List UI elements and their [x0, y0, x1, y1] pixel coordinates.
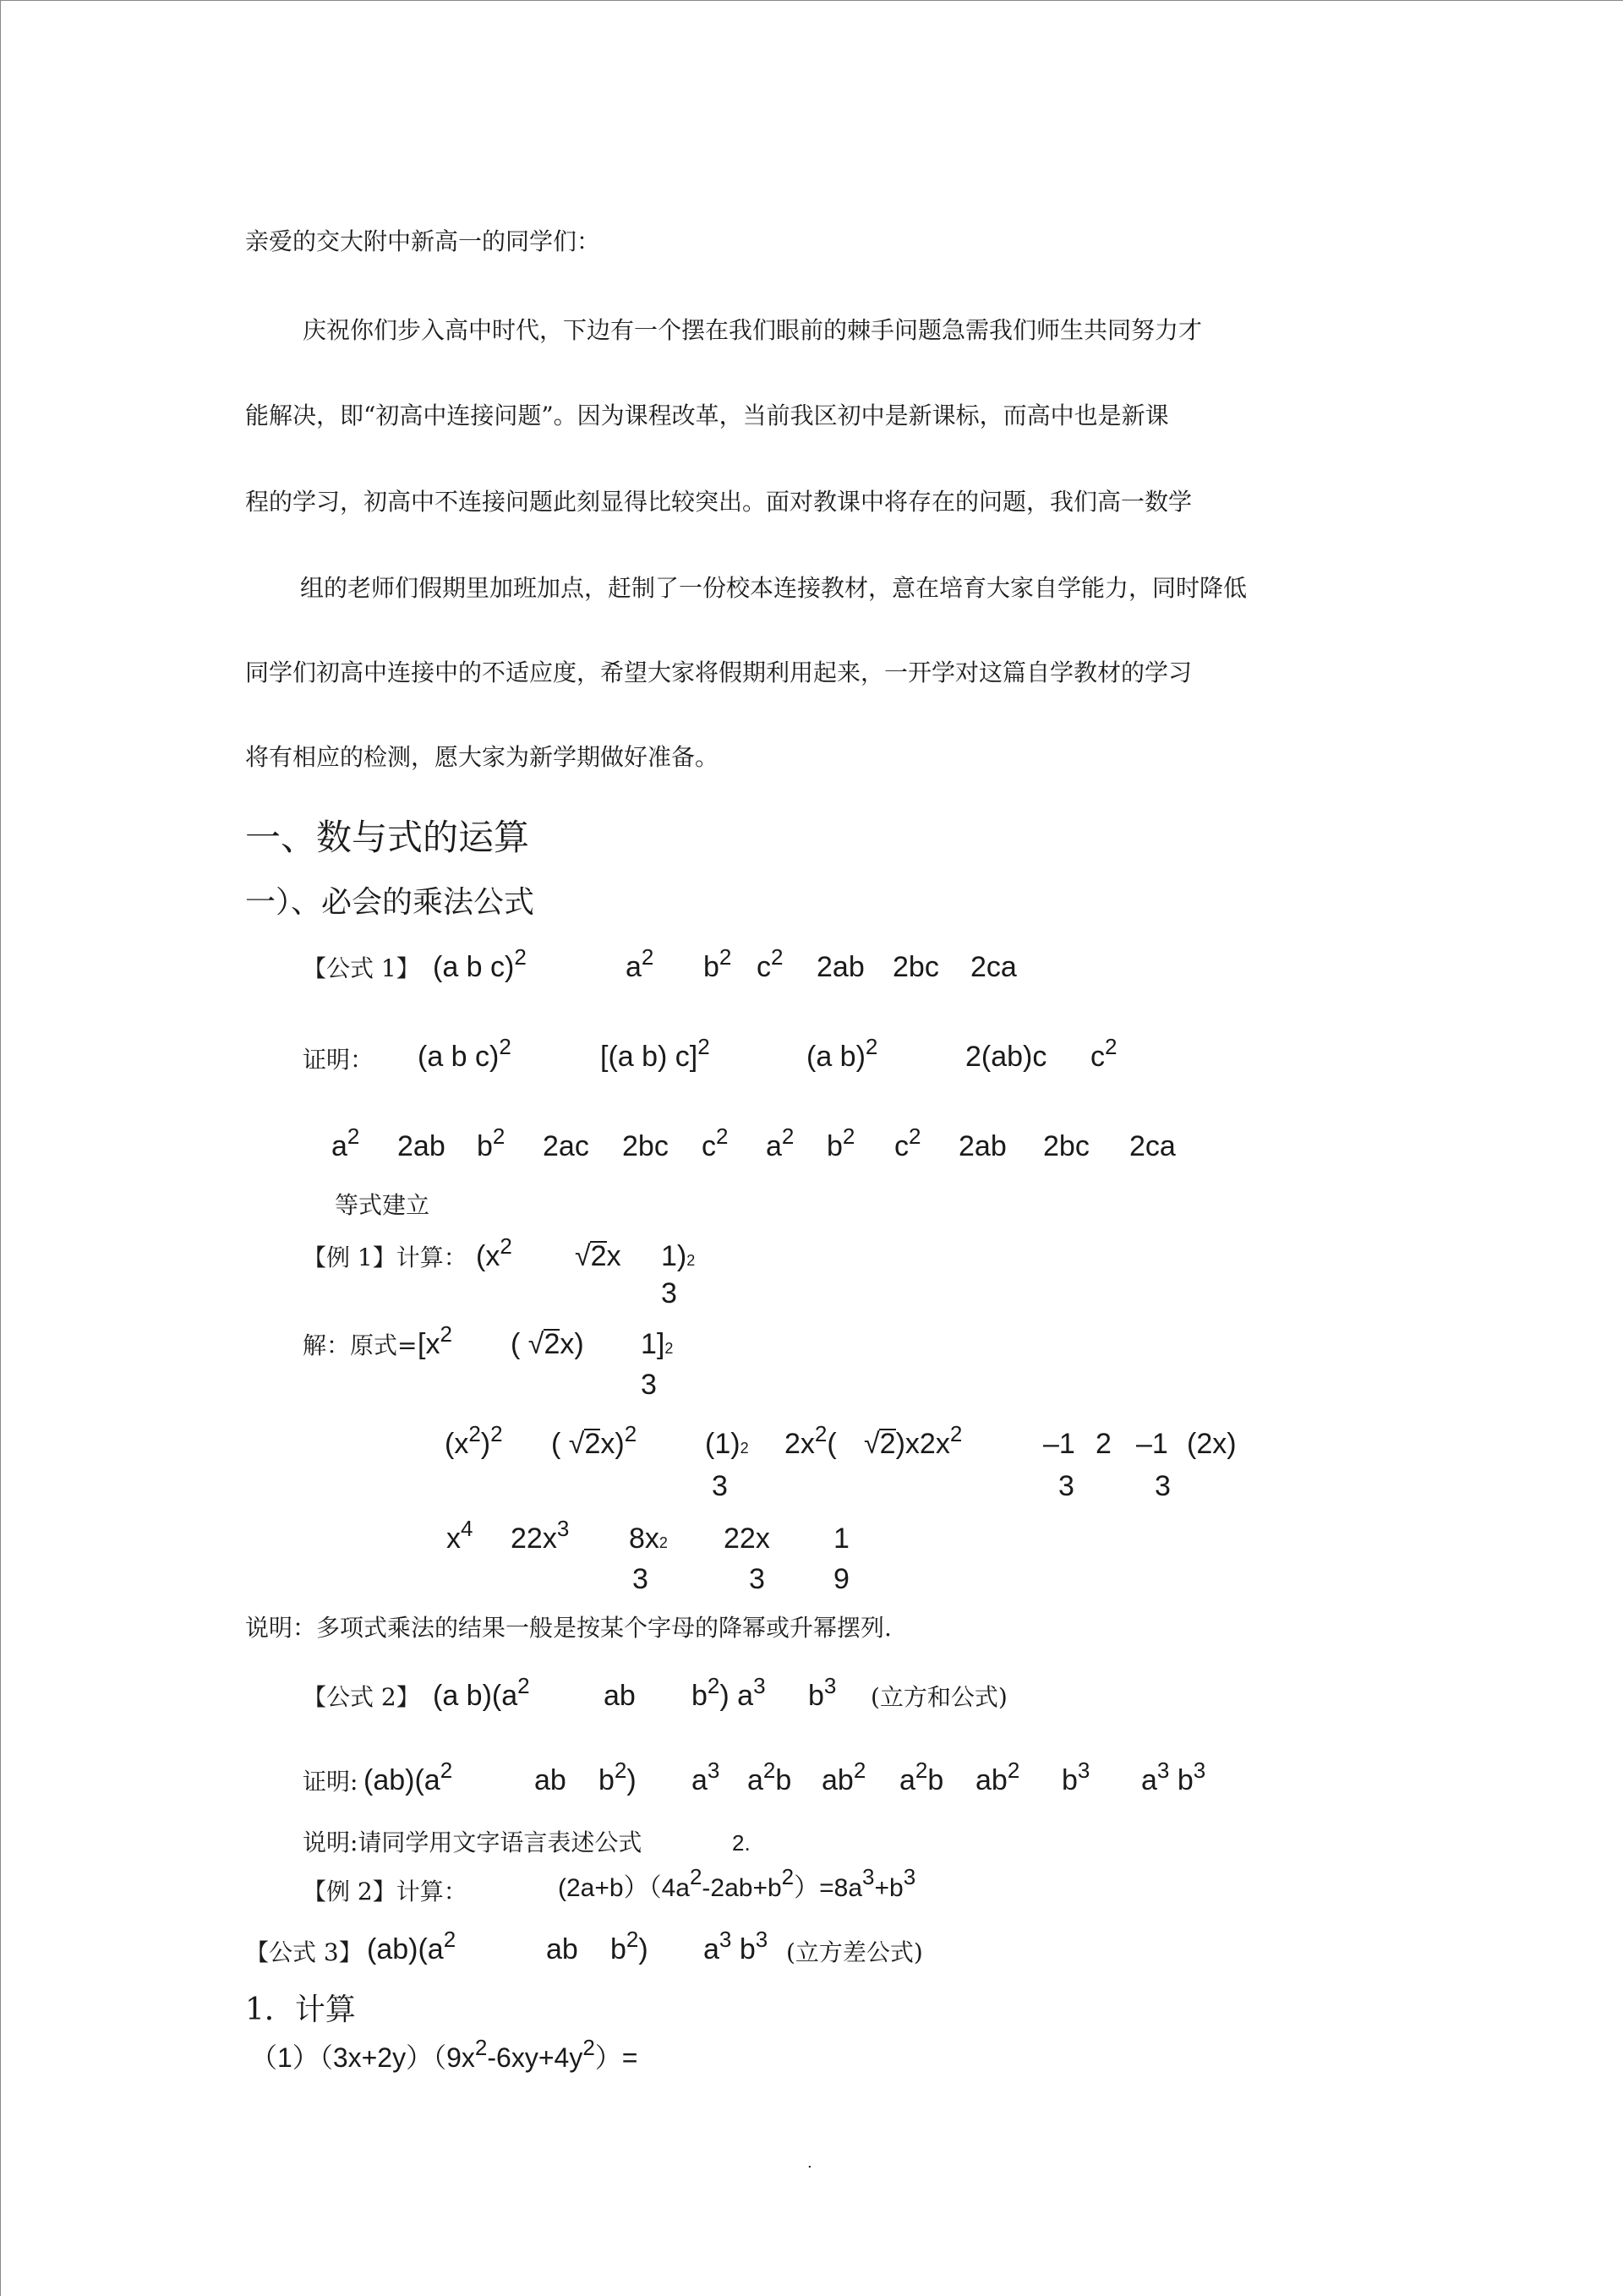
example1-expr: ($x^2$	[476, 1233, 512, 1272]
proof1-line2-b2: $b^2$	[827, 1123, 855, 1162]
step3-term-2: $22x^3$	[511, 1516, 570, 1555]
step2-term-9: (2x)	[1187, 1428, 1237, 1460]
formula3-lhs: $(ab)(a^2$	[367, 1927, 456, 1965]
formula2-b3: $b^3$	[808, 1673, 837, 1712]
step3-term-1: $x^4$	[446, 1516, 473, 1555]
intro-line-2: 能解决，即“初高中连接问题”。因为课程改革，当前我区初中是新课标，而高中也是新课	[245, 402, 1169, 429]
proof1-line2-a: $a^2$	[331, 1123, 360, 1162]
solution-frac-num: 1]2	[641, 1328, 674, 1360]
formula1-rhs-c: $c^2$	[757, 944, 784, 983]
example2-expr: (2a+b）（4a2-2ab+b2）=8a3+b3	[558, 1864, 916, 1902]
proof2-b2: $b^2$)	[598, 1758, 637, 1796]
proof1-term-3: (a b)$^2$	[806, 1034, 878, 1073]
greeting: 亲爱的交大附中新高一的同学们：	[245, 227, 601, 255]
proof1-line2-2ab: 2ab	[397, 1130, 445, 1162]
solution-term-2: ( √2 x)	[511, 1328, 584, 1360]
step2-term-1: $(x^2)^2$	[445, 1421, 503, 1460]
example2-label: 【例 2】计算：	[303, 1878, 467, 1905]
step2-term-6: –1	[1043, 1428, 1075, 1460]
intro-line-3: 程的学习，初高中不连接问题此刻显得比较突出。面对教课中将存在的问题，我们高一数学	[245, 488, 1193, 516]
formula1-rhs-2bc: 2bc	[893, 951, 939, 983]
step3-term-4: 22x	[724, 1522, 770, 1555]
step2-term-8: –1	[1136, 1428, 1168, 1460]
proof1-term-2: [(a b) c]$^2$	[600, 1034, 710, 1073]
example1-sqrt: √2 x	[575, 1240, 621, 1272]
solution-term-1: [$x^2$	[418, 1321, 452, 1360]
step2-term-2: ( √2 x)$^2$	[551, 1421, 637, 1460]
formula3-b2: $b^2$)	[610, 1927, 648, 1965]
sqrt-icon: √2	[527, 1328, 560, 1360]
formula3-label: 【公式 3】	[245, 1938, 363, 1966]
step3-term-3: 8x2	[629, 1522, 668, 1555]
solution-frac-den: 3	[641, 1369, 657, 1401]
step3-den-2: 3	[749, 1563, 765, 1595]
section-title: 一、数与式的运算	[245, 817, 530, 858]
intro-line-6: 将有相应的检测，愿大家为新学期做好准备。	[245, 743, 719, 771]
example1-label: 【例 1】计算：	[303, 1244, 467, 1271]
step2-term-3: (1)2	[705, 1428, 749, 1460]
proof1-term-1: (a b c)$^2$	[418, 1034, 511, 1073]
formula1-rhs-2ab: 2ab	[817, 951, 865, 983]
page-top-border	[0, 0, 1623, 1]
proof1-line2-c2: $c^2$	[894, 1123, 921, 1162]
step3-term-5: 1	[833, 1522, 850, 1555]
formula1-label: 【公式 1】	[303, 954, 420, 982]
note1: 说明：多项式乘法的结果一般是按某个字母的降幂或升幂摆列.	[245, 1614, 892, 1642]
formula1-rhs-2ca: 2ca	[970, 951, 1017, 983]
step2-term-4: $2x^2$(	[784, 1421, 837, 1460]
proof2-a2b-b: $a^2b$	[899, 1758, 944, 1796]
step2-den-1: 3	[712, 1470, 728, 1502]
proof1-line2-2ac: 2ac	[543, 1130, 589, 1162]
sqrt-icon: √2	[864, 1428, 896, 1460]
proof2-ab2-b: $ab^2$	[975, 1758, 1020, 1796]
formula1-rhs-a: $a^2$	[626, 944, 654, 983]
exercise-title: 1．计算	[245, 1993, 356, 2027]
proof2-ab2: $ab^2$	[822, 1758, 866, 1796]
note2-num: 2.	[732, 1830, 751, 1856]
proof1-line2-a2: $a^2$	[766, 1123, 795, 1162]
formula3-tag: (立方差公式)	[786, 1938, 923, 1966]
proof2-a3-b3: $a^3$ $b^3$	[1141, 1758, 1206, 1796]
page-left-border	[0, 0, 1, 2296]
formula1-rhs-b: $b^2$	[703, 944, 732, 983]
proof2-lhs: $(ab)(a^2$	[363, 1758, 453, 1796]
formula2-label: 【公式 2】	[303, 1683, 420, 1711]
proof1-line2-2bc-b: 2bc	[1043, 1130, 1090, 1162]
step3-den-1: 3	[632, 1563, 648, 1595]
footer-dot: .	[807, 2154, 812, 2172]
formula2-tag: (立方和公式)	[871, 1683, 1008, 1711]
proof1-line2-2bc: 2bc	[622, 1130, 669, 1162]
intro-line-1: 庆祝你们步入高中时代，下边有一个摆在我们眼前的棘手问题急需我们师生共同努力才	[303, 316, 1203, 344]
step2-term-5: √2 )$x2x^2$	[864, 1421, 963, 1460]
formula2-lhs: (a $b)(a^2$	[433, 1673, 530, 1712]
exercise-item-1: $(1)(3x+2y)(9x^2-6xy+4y^2)=$	[250, 2035, 638, 2073]
solution-label: 解：原式=	[303, 1331, 418, 1359]
proof2-label: 证明:	[303, 1768, 358, 1796]
formula3-a3-b3: $a^3$ $b^3$	[703, 1927, 768, 1965]
proof2-a3: $a^3$	[691, 1758, 720, 1796]
intro-line-5: 同学们初高中连接中的不适应度，希望大家将假期利用起来，一开学对这篇自学教材的学习	[245, 659, 1193, 686]
proof1-conclusion: 等式建立	[335, 1191, 430, 1219]
formula2-ab: ab	[604, 1680, 636, 1712]
step2-den-2: 3	[1058, 1470, 1074, 1502]
step3-den-3: 9	[833, 1563, 850, 1595]
formula3-ab: ab	[546, 1933, 578, 1965]
proof1-line2-2ab-b: 2ab	[959, 1130, 1007, 1162]
proof1-line2-2ca: 2ca	[1129, 1130, 1176, 1162]
proof2-ab: ab	[534, 1764, 566, 1796]
proof2-a2b: $a^2b$	[747, 1758, 792, 1796]
proof2-b3: $b^3$	[1062, 1758, 1090, 1796]
proof1-line2-b: $b^2$	[477, 1123, 505, 1162]
step2-den-3: 3	[1155, 1470, 1171, 1502]
note2: 说明:请同学用文字语言表述公式	[303, 1829, 642, 1856]
proof1-term-5: $c^2$	[1090, 1034, 1118, 1073]
section-subtitle: 一）、必会的乘法公式	[245, 885, 535, 920]
proof1-term-4: 2(ab)c	[965, 1041, 1047, 1073]
formula1-lhs: (a b c)$^2$	[433, 944, 527, 983]
intro-line-4: 组的老师们假期里加班加点，赶制了一份校本连接教材，意在培育大家自学能力，同时降低	[300, 574, 1248, 602]
sqrt-icon: √2	[575, 1240, 607, 1272]
step2-term-7: 2	[1096, 1428, 1112, 1460]
formula2-b2: $b^2$) $a^3$	[691, 1673, 766, 1712]
example1-frac-num: 1)2	[661, 1240, 696, 1272]
proof1-label: 证明：	[303, 1046, 374, 1074]
proof1-line2-c: $c^2$	[702, 1123, 729, 1162]
sqrt-icon: √2	[568, 1428, 601, 1460]
example1-frac-den: 3	[661, 1277, 677, 1309]
